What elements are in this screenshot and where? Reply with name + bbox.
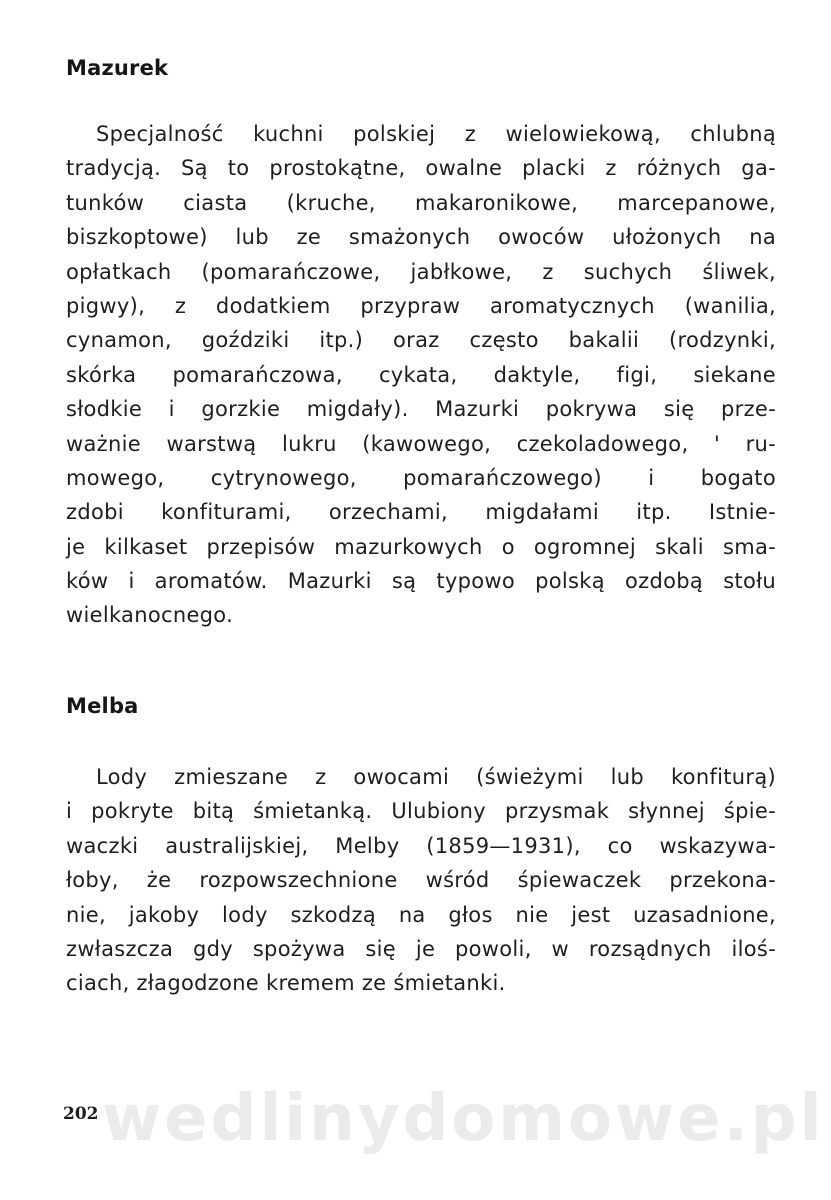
text-line: cynamon, goździki itp.) oraz często bakalii (rodzynki, — [66, 328, 776, 353]
page-number: 202 — [63, 1104, 99, 1124]
text-line: nie, jakoby lody szkodzą na głos nie jest uzasadnione, — [66, 902, 776, 927]
watermark: wedlinydomowe.pl — [102, 1082, 825, 1156]
text-line: biszkoptowe) lub ze smażonych owoców ułożonych na — [66, 225, 776, 250]
section-title-mazurek: Mazurek — [66, 56, 169, 80]
section-body-melba — [66, 760, 776, 1001]
text-line: tradycją. Są to prostokątne, owalne placki z różnych ga- — [66, 156, 776, 181]
text-line: zdobi konfiturami, orzechami, migdałami itp. Istnie- — [66, 500, 776, 525]
text-line: i pokryte bitą śmietanką. Ulubiony przysmak słynnej śpie- — [66, 799, 776, 824]
text-line: waczki australijskiej, Melby (1859—1931), co wskazywa- — [66, 833, 776, 858]
text-line: łoby, że rozpowszechnione wśród śpiewaczek przekona- — [66, 868, 776, 893]
text-line: wielkanocnego. — [66, 603, 234, 628]
text-line: skórka pomarańczowa, cykata, daktyle, figi, siekane — [66, 362, 776, 387]
text-line: zwłaszcza gdy spożywa się je powoli, w rozsądnych iloś- — [66, 936, 776, 961]
text-line: ważnie warstwą lukru (kawowego, czekoladowego, ' ru- — [66, 431, 776, 456]
text-line: opłatkach (pomarańczowe, jabłkowe, z suchych śliwek, — [66, 259, 776, 284]
text-line: Lody zmieszane z owocami (świeżymi lub konfiturą) — [96, 765, 776, 789]
section-title-melba: Melba — [66, 694, 139, 718]
text-line: tunków ciasta (kruche, makaronikowe, marcepanowe, — [66, 190, 776, 215]
section-body-mazurek — [66, 117, 776, 633]
text-line: ków i aromatów. Mazurki są typowo polską ozdobą stołu — [66, 569, 776, 594]
text-line: słodkie i gorzkie migdały). Mazurki pokrywa się prze- — [66, 397, 776, 422]
text-line: Specjalność kuchni polskiej z wielowiekową, chlubną — [96, 122, 776, 146]
text-line: mowego, cytrynowego, pomarańczowego) i bogato — [66, 465, 776, 490]
text-line: ciach, złagodzone kremem ze śmietanki. — [66, 971, 506, 996]
text-line: je kilkaset przepisów mazurkowych o ogromnej skali sma- — [66, 534, 776, 559]
text-line: pigwy), z dodatkiem przypraw aromatycznych (wanilia, — [66, 293, 776, 318]
